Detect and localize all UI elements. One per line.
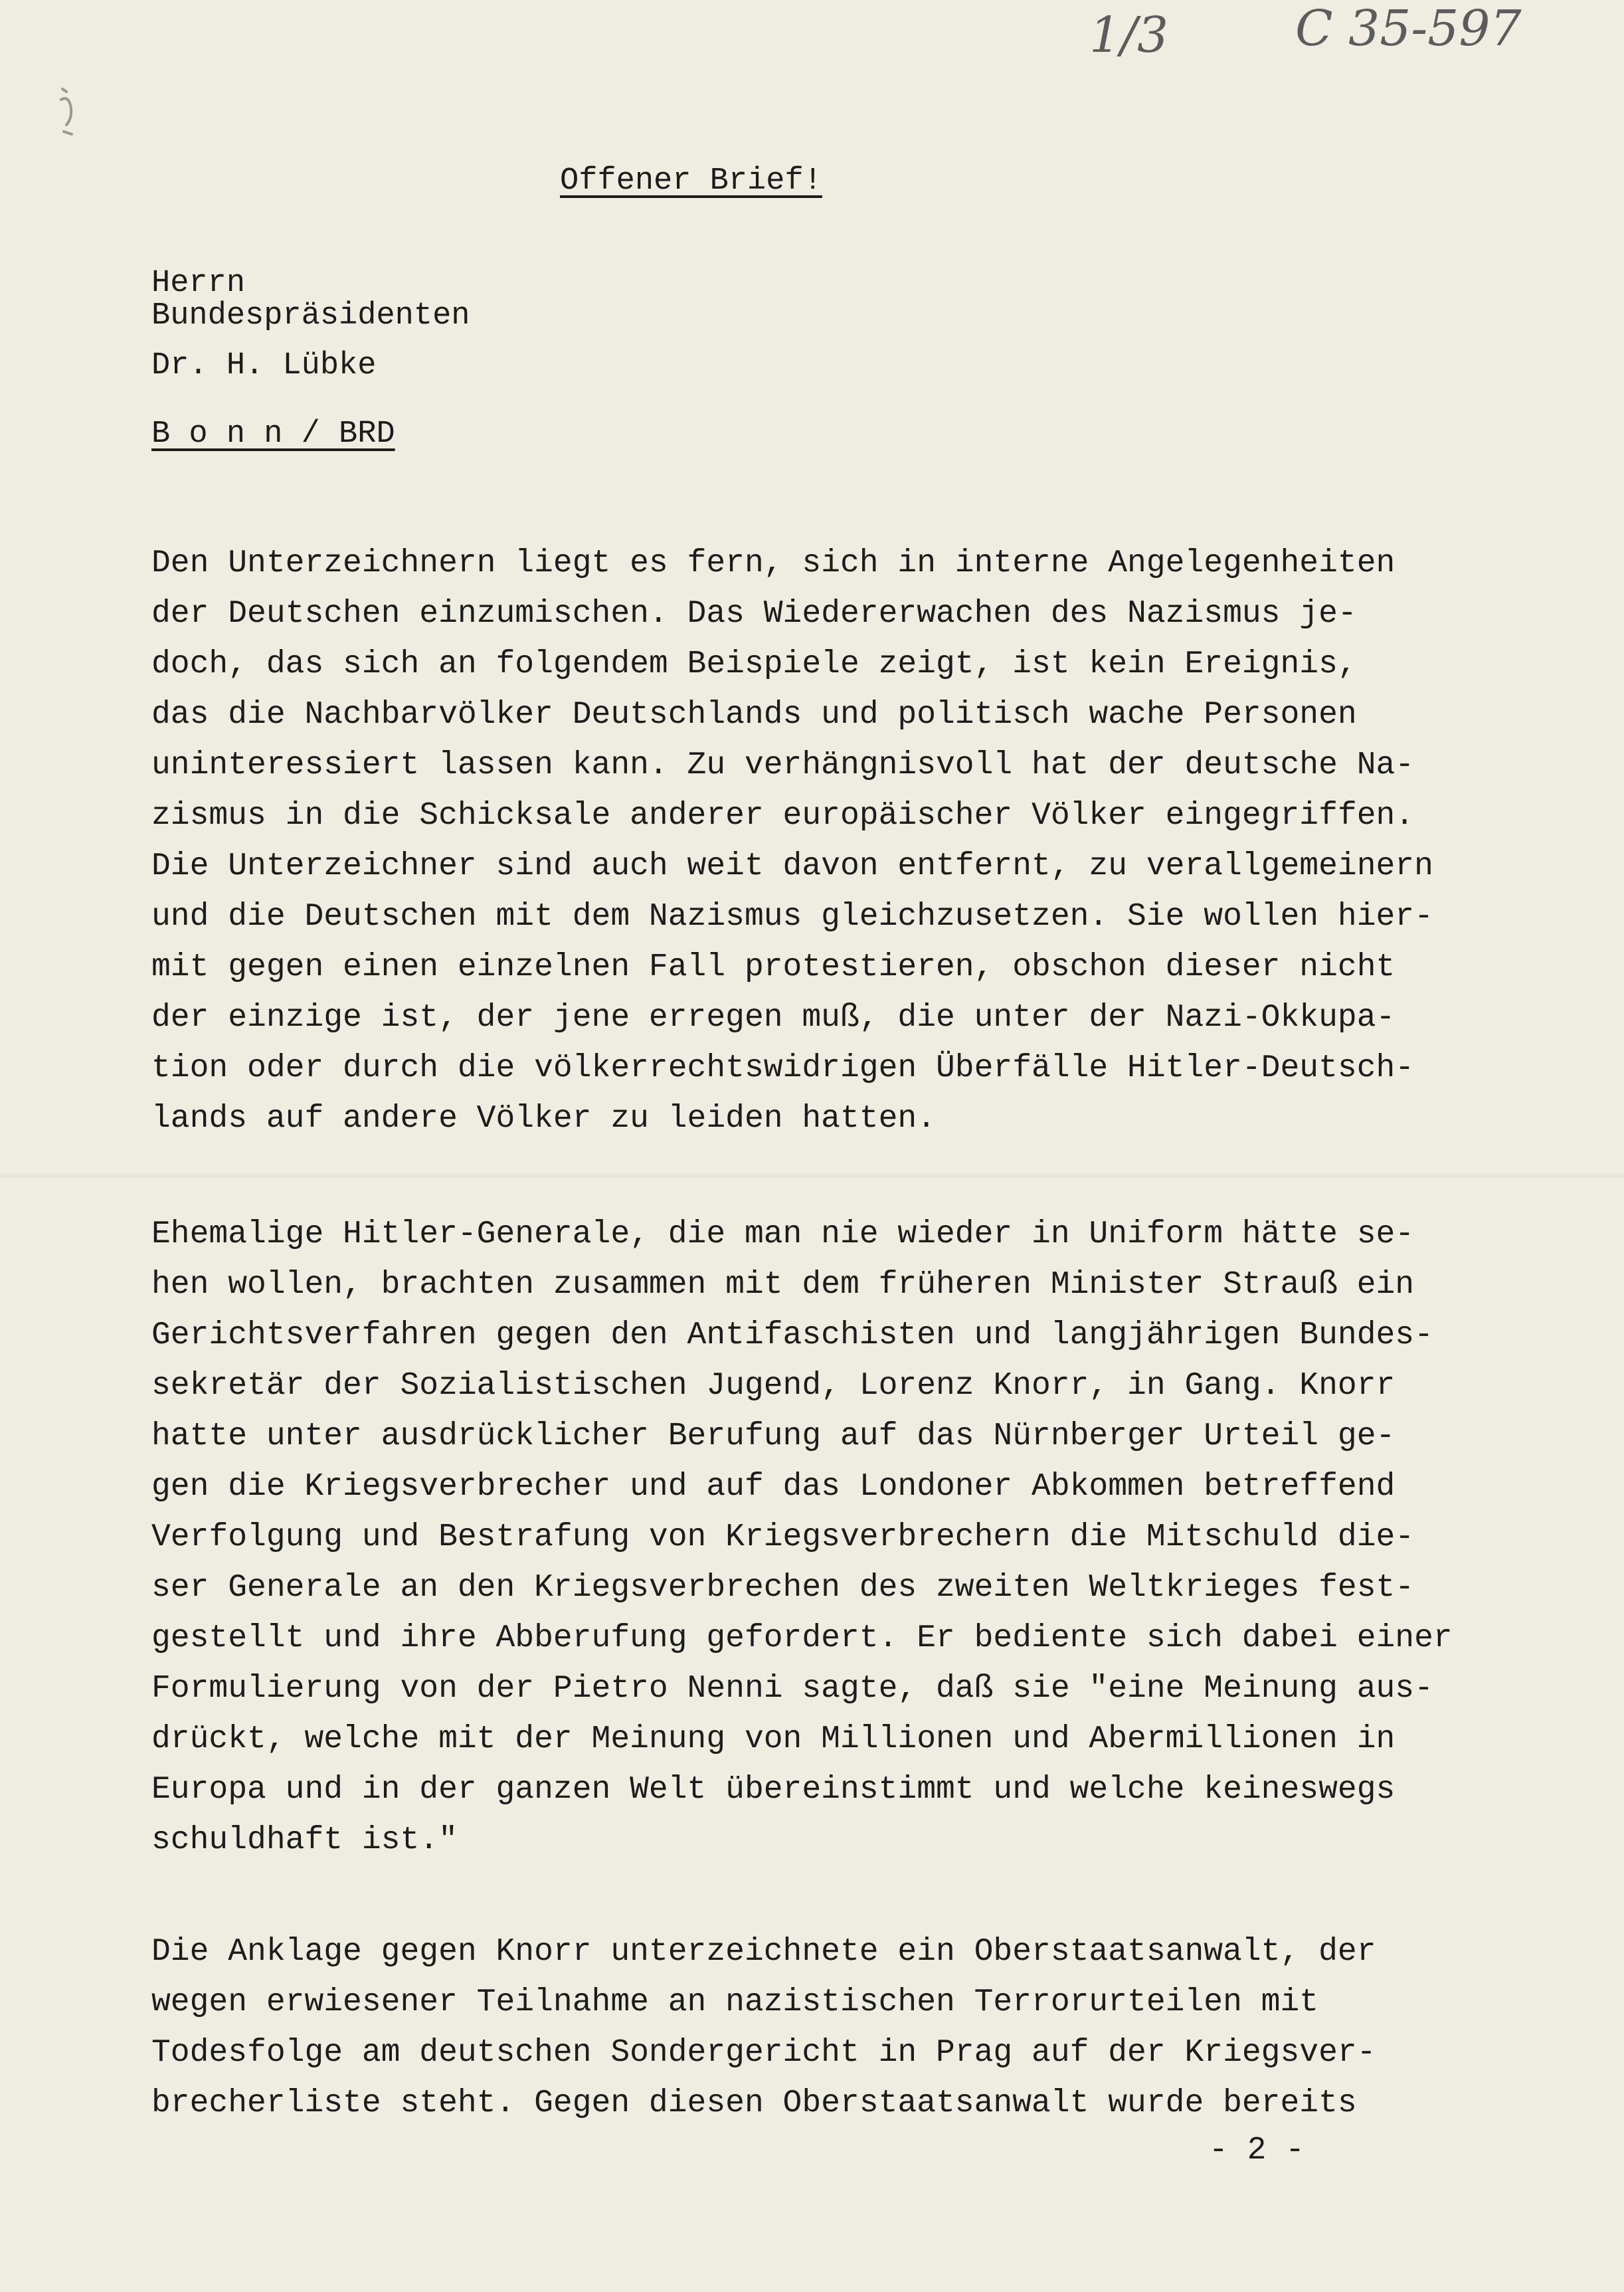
- text-line: wegen erwiesener Teilnahme an nazistischen Terrorurteilen mit: [151, 1984, 1319, 2020]
- text-line: Ehemalige Hitler-Generale, die man nie wieder in Uniform hätte se-: [151, 1216, 1415, 1252]
- text-line: Todesfolge am deutschen Sondergericht in Prag auf der Kriegsver-: [151, 2035, 1376, 2071]
- body-paragraph-1: [151, 538, 1573, 1144]
- text-line: tion oder durch die völkerrechtswidrigen Überfälle Hitler-Deutsch-: [151, 1050, 1415, 1086]
- text-line: hen wollen, brachten zusammen mit dem früheren Minister Strauß ein: [151, 1267, 1415, 1303]
- text-line: brecherliste steht. Gegen diesen Oberstaatsanwalt wurde bereits: [151, 2085, 1357, 2121]
- text-line: mit gegen einen einzelnen Fall protestieren, obschon dieser nicht: [151, 949, 1396, 985]
- recipient-office: Bundespräsidenten: [151, 298, 470, 334]
- staple-hole-mark: [57, 85, 77, 138]
- text-line: Formulierung von der Pietro Nenni sagte, daß sie "eine Meinung aus-: [151, 1671, 1433, 1707]
- recipient-salutation: Herrn: [151, 266, 246, 301]
- text-line: der einzige ist, der jene erregen muß, die unter der Nazi-Okkupa-: [151, 1000, 1396, 1036]
- text-line: sekretär der Sozialistischen Jugend, Lorenz Knorr, in Gang. Knorr: [151, 1368, 1396, 1404]
- text-line: ser Generale an den Kriegsverbrechen des zweiten Weltkrieges fest-: [151, 1570, 1415, 1606]
- text-line: der Deutschen einzumischen. Das Wiedererwachen des Nazismus je-: [151, 596, 1357, 632]
- archive-folio-mark: 1/3: [1089, 7, 1169, 64]
- text-line: zismus in die Schicksale anderer europäischer Völker eingegriffen.: [151, 798, 1415, 834]
- recipient-name: Dr. H. Lübke: [151, 348, 377, 383]
- text-line: lands auf andere Völker zu leiden hatten.: [151, 1101, 936, 1137]
- text-line: uninteressiert lassen kann. Zu verhängnisvoll hat der deutsche Na-: [151, 747, 1415, 783]
- text-line: Gerichtsverfahren gegen den Antifaschisten und langjährigen Bundes-: [151, 1317, 1433, 1353]
- text-line: gestellt und ihre Abberufung gefordert. Er bediente sich dabei einer: [151, 1620, 1453, 1656]
- text-line: das die Nachbarvölker Deutschlands und politisch wache Personen: [151, 697, 1357, 733]
- text-line: Den Unterzeichnern liegt es fern, sich in interne Angelegenheiten: [151, 545, 1396, 581]
- text-line: gen die Kriegsverbrecher und auf das Londoner Abkommen betreffend: [151, 1469, 1396, 1505]
- text-line: Europa und in der ganzen Welt übereinstimmt und welche keineswegs: [151, 1772, 1396, 1808]
- recipient-city: B o n n / BRD: [151, 417, 395, 452]
- text-line: hatte unter ausdrücklicher Berufung auf das Nürnberger Urteil ge-: [151, 1418, 1396, 1454]
- text-line: Die Anklage gegen Knorr unterzeichnete ein Oberstaatsanwalt, der: [151, 1934, 1376, 1970]
- body-paragraph-3: [151, 1927, 1573, 2129]
- page-continuation-marker: - 2 -: [1209, 2133, 1305, 2168]
- paper-fold-line: [0, 1173, 1624, 1179]
- text-line: schuldhaft ist.": [151, 1822, 458, 1858]
- text-line: drückt, welche mit der Meinung von Millionen und Abermillionen in: [151, 1721, 1396, 1757]
- body-paragraph-2: [151, 1209, 1573, 1865]
- text-line: und die Deutschen mit dem Nazismus gleichzusetzen. Sie wollen hier-: [151, 899, 1433, 935]
- text-line: doch, das sich an folgendem Beispiele zeigt, ist kein Ereignis,: [151, 646, 1357, 682]
- text-line: Die Unterzeichner sind auch weit davon entfernt, zu verallgemeinern: [151, 848, 1433, 884]
- text-line: Verfolgung und Bestrafung von Kriegsverbrechern die Mitschuld die-: [151, 1519, 1415, 1555]
- letter-title: Offener Brief!: [560, 163, 822, 199]
- archive-reference-mark: C 35-597: [1295, 0, 1522, 57]
